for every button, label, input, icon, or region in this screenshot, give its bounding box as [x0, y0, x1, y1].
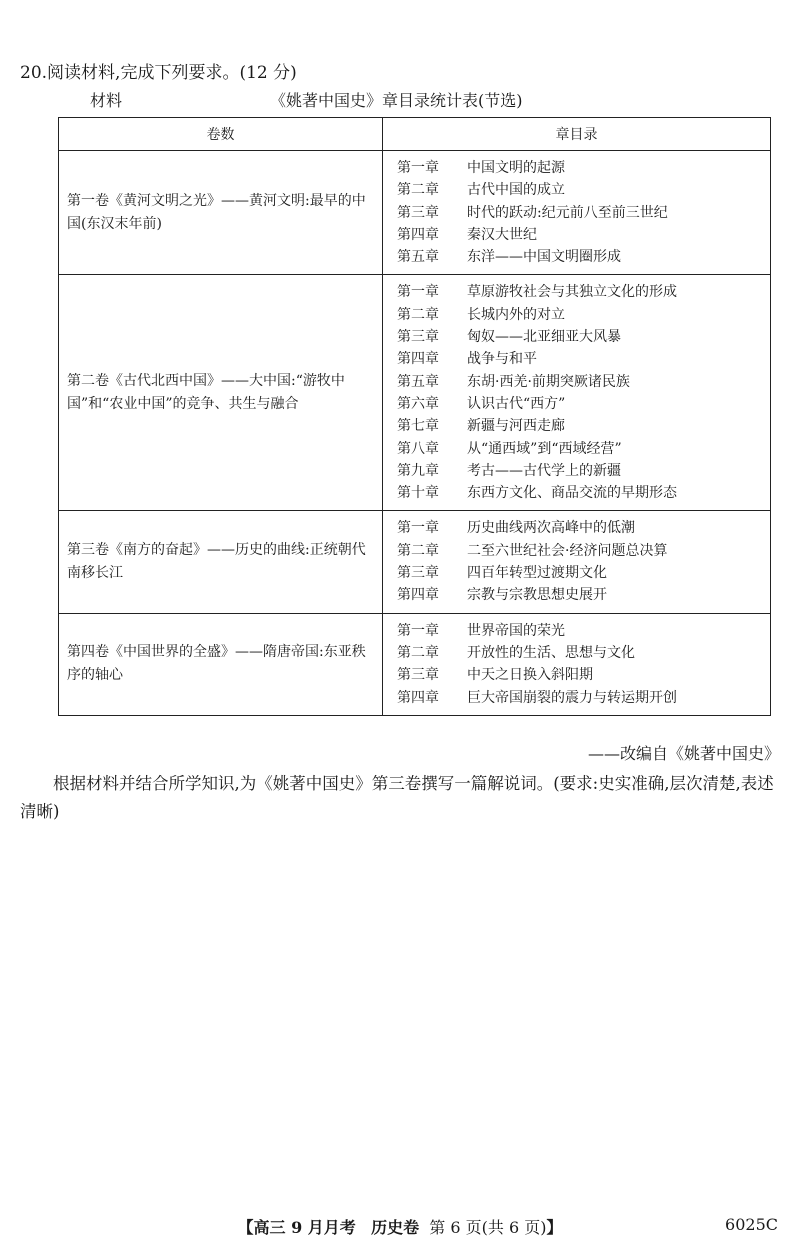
chapter-item [397, 664, 760, 686]
chapter-title: 世界帝国的荣光 [467, 622, 565, 639]
footer-open-bracket: 【 [237, 1218, 254, 1237]
chapters-cell [383, 613, 771, 715]
chapter-item [397, 438, 760, 460]
chapter-item [397, 202, 760, 224]
chapter-title: 历史曲线两次高峰中的低潮 [467, 520, 635, 537]
chapter-title: 匈奴——北亚细亚大风暴 [467, 329, 621, 346]
page-footer [0, 1215, 800, 1238]
question-prompt: 根据材料并结合所学知识,为《姚著中国史》第三卷撰写一篇解说词。(要求:史实准确,层次清楚,表述清晰) [20, 774, 774, 821]
header-chapters: 章目录 [383, 118, 771, 151]
chapter-title: 从“通西域”到“西域经营” [467, 440, 622, 457]
chapter-title: 宗教与宗教思想史展开 [467, 587, 607, 604]
volume-cell: 第一卷《黄河文明之光》——黄河文明:最早的中国(东汉末年前) [59, 151, 383, 275]
chapter-item [397, 348, 760, 370]
chapter-number: 第二章 [397, 182, 439, 199]
footer-page: 第 6 页(共 6 页) [429, 1218, 547, 1237]
chapter-item [397, 304, 760, 326]
exam-code: 6025C [725, 1215, 778, 1234]
chapter-number: 第九章 [397, 462, 439, 479]
table-row [59, 151, 771, 275]
chapter-item [397, 415, 760, 437]
chapter-item [397, 326, 760, 348]
chapter-item [397, 246, 760, 268]
chapter-item [397, 393, 760, 415]
chapter-number: 第二章 [397, 644, 439, 661]
chapter-number: 第一章 [397, 622, 439, 639]
table-row [59, 511, 771, 613]
chapter-title: 二至六世纪社会·经济问题总决算 [467, 542, 668, 559]
chapters-cell [383, 151, 771, 275]
chapter-title: 开放性的生活、思想与文化 [467, 644, 635, 661]
chapter-number: 第三章 [397, 204, 439, 221]
chapter-title: 中天之日换入斜阳期 [467, 667, 593, 684]
chapter-number: 第十章 [397, 485, 439, 502]
chapter-number: 第八章 [397, 440, 439, 457]
chapter-title: 东西方文化、商品交流的早期形态 [467, 485, 677, 502]
chapter-title: 巨大帝国崩裂的震力与转运期开创 [467, 689, 677, 706]
chapters-cell [383, 275, 771, 511]
chapter-item [397, 224, 760, 246]
chapter-number: 第七章 [397, 418, 439, 435]
chapter-number: 第三章 [397, 329, 439, 346]
chapter-table [58, 117, 771, 716]
chapter-title: 认识古代“西方” [467, 395, 566, 412]
question-title: 20.阅读材料,完成下列要求。(12 分) [20, 63, 297, 83]
volume-cell: 第四卷《中国世界的全盛》——隋唐帝国:东亚秩序的轴心 [59, 613, 383, 715]
chapter-title: 中国文明的起源 [467, 160, 565, 176]
chapter-title: 东胡·西羌·前期突厥诸民族 [467, 373, 630, 390]
chapter-item [397, 540, 760, 562]
chapter-number: 第一章 [397, 284, 439, 301]
chapter-item [397, 620, 760, 642]
chapter-item [397, 460, 760, 482]
table-row [59, 613, 771, 715]
chapter-number: 第四章 [397, 351, 439, 368]
chapter-title: 草原游牧社会与其独立文化的形成 [467, 284, 677, 301]
chapter-title: 东洋——中国文明圈形成 [467, 249, 621, 266]
chapter-number: 第二章 [397, 542, 439, 559]
table-header-row [59, 118, 771, 151]
chapter-number: 第六章 [397, 395, 439, 412]
chapter-title: 古代中国的成立 [467, 182, 565, 199]
footer-subject: 历史卷 [371, 1218, 420, 1237]
chapter-number: 第一章 [397, 520, 439, 537]
chapters-cell [383, 511, 771, 613]
chapter-title: 新疆与河西走廊 [467, 418, 565, 435]
chapter-title: 秦汉大世纪 [467, 226, 537, 243]
chapter-item [397, 584, 760, 606]
chapter-item [397, 687, 760, 709]
chapter-title: 四百年转型过渡期文化 [467, 565, 607, 582]
chapter-number: 第四章 [397, 226, 439, 243]
chapter-number: 第一章 [397, 160, 439, 176]
chapter-number: 第五章 [397, 249, 439, 266]
chapter-number: 第三章 [397, 565, 439, 582]
chapter-number: 第五章 [397, 373, 439, 390]
chapter-number: 第三章 [397, 667, 439, 684]
chapter-title: 长城内外的对立 [467, 306, 565, 323]
chapter-title: 战争与和平 [467, 351, 537, 368]
chapter-title: 考古——古代学上的新疆 [467, 462, 621, 479]
chapter-item [397, 562, 760, 584]
chapter-item [397, 157, 760, 179]
footer-close-bracket: 】 [546, 1218, 563, 1237]
chapter-item [397, 281, 760, 303]
chapter-number: 第四章 [397, 587, 439, 604]
chapter-item [397, 482, 760, 504]
table-body [59, 151, 771, 716]
table-title: 《姚著中国史》章目录统计表(节选) [270, 91, 523, 110]
volume-cell: 第二卷《古代北西中国》——大中国:“游牧中国”和“农业中国”的竞争、共生与融合 [59, 275, 383, 511]
source-citation: ——改编自《姚著中国史》 [587, 744, 780, 763]
chapter-number: 第二章 [397, 306, 439, 323]
header-volume: 卷数 [59, 118, 383, 151]
chapter-item [397, 517, 760, 539]
chapter-item [397, 371, 760, 393]
chapter-item [397, 179, 760, 201]
volume-cell: 第三卷《南方的奋起》——历史的曲线:正统朝代南移长江 [59, 511, 383, 613]
table-row [59, 275, 771, 511]
footer-exam: 高三 9 月月考 [253, 1218, 356, 1237]
chapter-number: 第四章 [397, 689, 439, 706]
material-label: 材料 [90, 91, 123, 110]
chapter-title: 时代的跃动:纪元前八至前三世纪 [467, 204, 668, 221]
chapter-item [397, 642, 760, 664]
